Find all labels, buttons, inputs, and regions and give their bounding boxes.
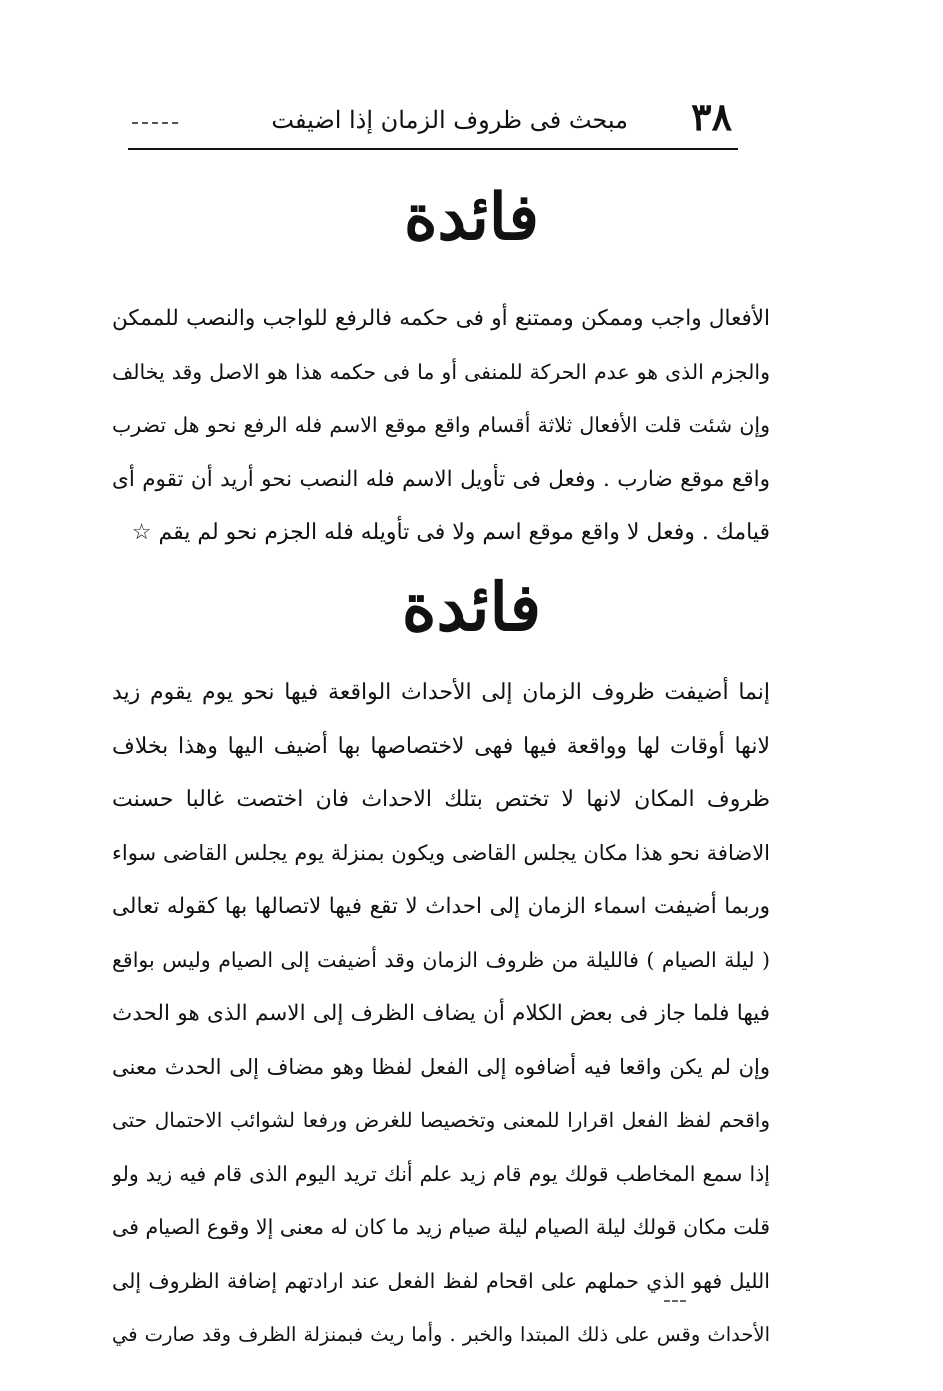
text-line: الليل فهو الذي حملهم على اقحام لفظ الفعل عند ارادتهم إضافة الظروف إلى bbox=[112, 1268, 770, 1293]
header-dash-mark bbox=[132, 122, 178, 124]
section-body-1 bbox=[112, 292, 770, 560]
text-line: واقحم لفظ الفعل اقرارا للمعنى وتخصيصا للغرض ورفعا لشوائب الاحتمال حتى bbox=[112, 1108, 770, 1132]
section-heading-2: فائدة bbox=[401, 568, 542, 646]
text-line: الاضافة نحو هذا مكان يجلس القاضى ويكون بمنزلة يوم يجلس القاضى سواء bbox=[112, 840, 770, 865]
page-number: ٣٨ bbox=[691, 94, 732, 139]
header-rule bbox=[128, 148, 738, 150]
text-line: الأحداث وقس على ذلك المبتدا والخبر . وأما ريث فبمنزلة الظرف وقد صارت في bbox=[112, 1323, 770, 1346]
text-line: إذا سمع المخاطب قولك يوم قام زيد علم أنك تريد اليوم الذى قام فيه زيد ولو bbox=[112, 1161, 770, 1186]
section-body-2 bbox=[112, 666, 770, 1362]
text-line: وربما أضيفت اسماء الزمان إلى احداث لا تقع فيها لاتصالها بها كقوله تعالى bbox=[112, 894, 770, 919]
text-line: الأفعال واجب وممكن وممتنع أو فى حكمه فالرفع للواجب والنصب للممكن bbox=[112, 306, 770, 331]
text-line: واقع موقع ضارب . وفعل فى تأويل الاسم فله النصب نحو أريد أن تقوم أى bbox=[112, 466, 770, 492]
text-line: ظروف المكان لانها لا تختص بتلك الاحداث فان اختصت غالبا حسنت bbox=[112, 787, 770, 812]
page-header bbox=[128, 92, 738, 150]
text-line: إنما أضيفت ظروف الزمان إلى الأحداث الواقعة فيها نحو يوم يقوم زيد bbox=[112, 680, 770, 705]
text-line: قلت مكان قولك ليلة الصيام ليلة صيام زيد ما كان له معنى إلا وقوع الصيام فى bbox=[112, 1215, 770, 1239]
footer-dash-mark bbox=[664, 1300, 686, 1302]
running-title: مبحث فى ظروف الزمان إذا اضيفت bbox=[271, 106, 628, 134]
text-line: لانها أوقات لها وواقعة فيها فهى لاختصاصها بها أضيف اليها وهذا بخلاف bbox=[112, 733, 770, 759]
text-line: والجزم الذى هو عدم الحركة للمنفى أو ما فى حكمه هذا هو الاصل وقد يخالف bbox=[112, 359, 770, 384]
section-heading-1: فائدة bbox=[403, 180, 540, 255]
text-line: وإن لم يكن واقعا فيه أضافوه إلى الفعل لفظا وهو مضاف إلى الحدث معنى bbox=[112, 1054, 770, 1079]
text-line: قيامك . وفعل لا واقع موقع اسم ولا فى تأويله فله الجزم نحو لم يقم ☆ bbox=[131, 520, 770, 545]
text-line: ( ليلة الصيام ) فالليلة من ظروف الزمان وقد أضيفت إلى الصيام وليس بواقع bbox=[112, 947, 770, 972]
text-line: وإن شئت قلت الأفعال ثلاثة أقسام واقع موقع الاسم فله الرفع نحو هل تضرب bbox=[112, 413, 770, 437]
text-line: فيها فلما جاز فى بعض الكلام أن يضاف الظرف إلى الاسم الذى هو الحدث bbox=[112, 1001, 770, 1026]
